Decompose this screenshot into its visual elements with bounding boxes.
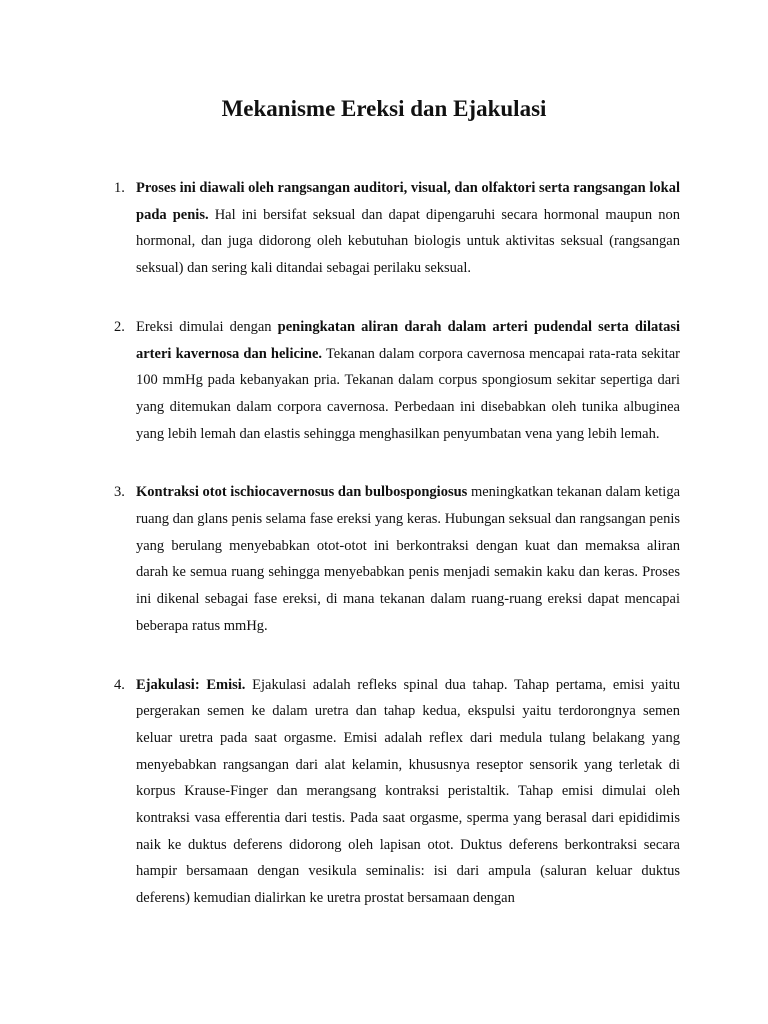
list-number: 2. (114, 318, 125, 335)
body-text: Tekanan dalam corpora cavernosa mencapai rata-rata sekitar 100 mmHg pada kebanyakan pria. Tekanan dalam corpus spongiosum sekitar sepertiga dari yang ditemukan dalam corpora cavernosa. Perbedaan ini disebabkan oleh tunika albuginea yang lebih lemah dan elastis sehingga menghasilkan penyumbatan vena yang lebih lemah. (136, 345, 680, 442)
list-item-3 (114, 479, 680, 639)
body-text: Hal ini bersifat seksual dan dapat dipengaruhi secara hormonal maupun non hormonal, dan juga didorong oleh kebutuhan biologis untuk aktivitas seksual (rangsangan seksual) dan sering kali ditandai sebagai perilaku seksual. (136, 206, 680, 277)
lead-text: Ereksi dimulai dengan (136, 318, 278, 335)
bold-phrase: peningkatan aliran darah dalam arteri pudendal serta dilatasi arteri kavernosa dan helicine. (136, 318, 680, 362)
list-number: 3. (114, 484, 125, 501)
numbered-list (114, 175, 680, 912)
list-number: 1. (114, 180, 125, 196)
body-text: meningkatkan tekanan dalam ketiga ruang dan glans penis selama fase ereksi yang keras. Hubungan seksual dan rangsangan penis yang berulang menyebabkan otot-otot ini berkontraksi dengan kuat dan memaksa aliran darah ke semua ruang sehingga menyebabkan penis menjadi semakin kaku dan keras. Proses ini dikenal sebagai fase ereksi, di mana tekanan dalam ruang-ruang ereksi dapat mencapai beberapa ratus mmHg. (136, 484, 681, 634)
list-item-text (136, 175, 680, 282)
list-item-text (136, 314, 680, 448)
list-number: 4. (114, 676, 125, 693)
list-item-text (136, 672, 680, 912)
body-text: Ejakulasi adalah refleks spinal dua tahap. Tahap pertama, emisi yaitu pergerakan semen ke dalam uretra dan tahap kedua, ekspulsi yaitu terdorongnya semen keluar uretra pada saat orgasme. Emisi adalah reflex dari medula tulang belakang yang menyebabkan rangsangan dari alat kelamin, khususnya reseptor sensorik yang terletak di korpus Krause-Finger dan merangsang kontraksi peristaltik. Tahap emisi dimulai oleh kontraksi vasa efferentia dari testis. Pada saat orgasme, sperma yang berasal dari epididimis naik ke duktus deferens didorong oleh lapisan otot. Duktus deferens berkontraksi secara hampir bersamaan dengan vesikula seminalis: isi dari ampula (saluran keluar duktus deferens) kemudian dialirkan ke uretra prostat bersamaan dengan (136, 676, 680, 907)
list-item-1 (114, 175, 680, 282)
bold-phrase: Ejakulasi: Emisi. (136, 676, 246, 693)
list-item-4 (114, 672, 680, 912)
list-item-text (136, 479, 680, 639)
page-title: Mekanisme Ereksi dan Ejakulasi (221, 96, 547, 121)
bold-phrase: Kontraksi otot ischiocavernosus dan bulbospongiosus (136, 484, 468, 501)
bold-phrase: Proses ini diawali oleh rangsangan auditori, visual, dan olfaktori serta rangsangan lokal pada penis. (136, 180, 680, 223)
list-item-2 (114, 314, 680, 448)
